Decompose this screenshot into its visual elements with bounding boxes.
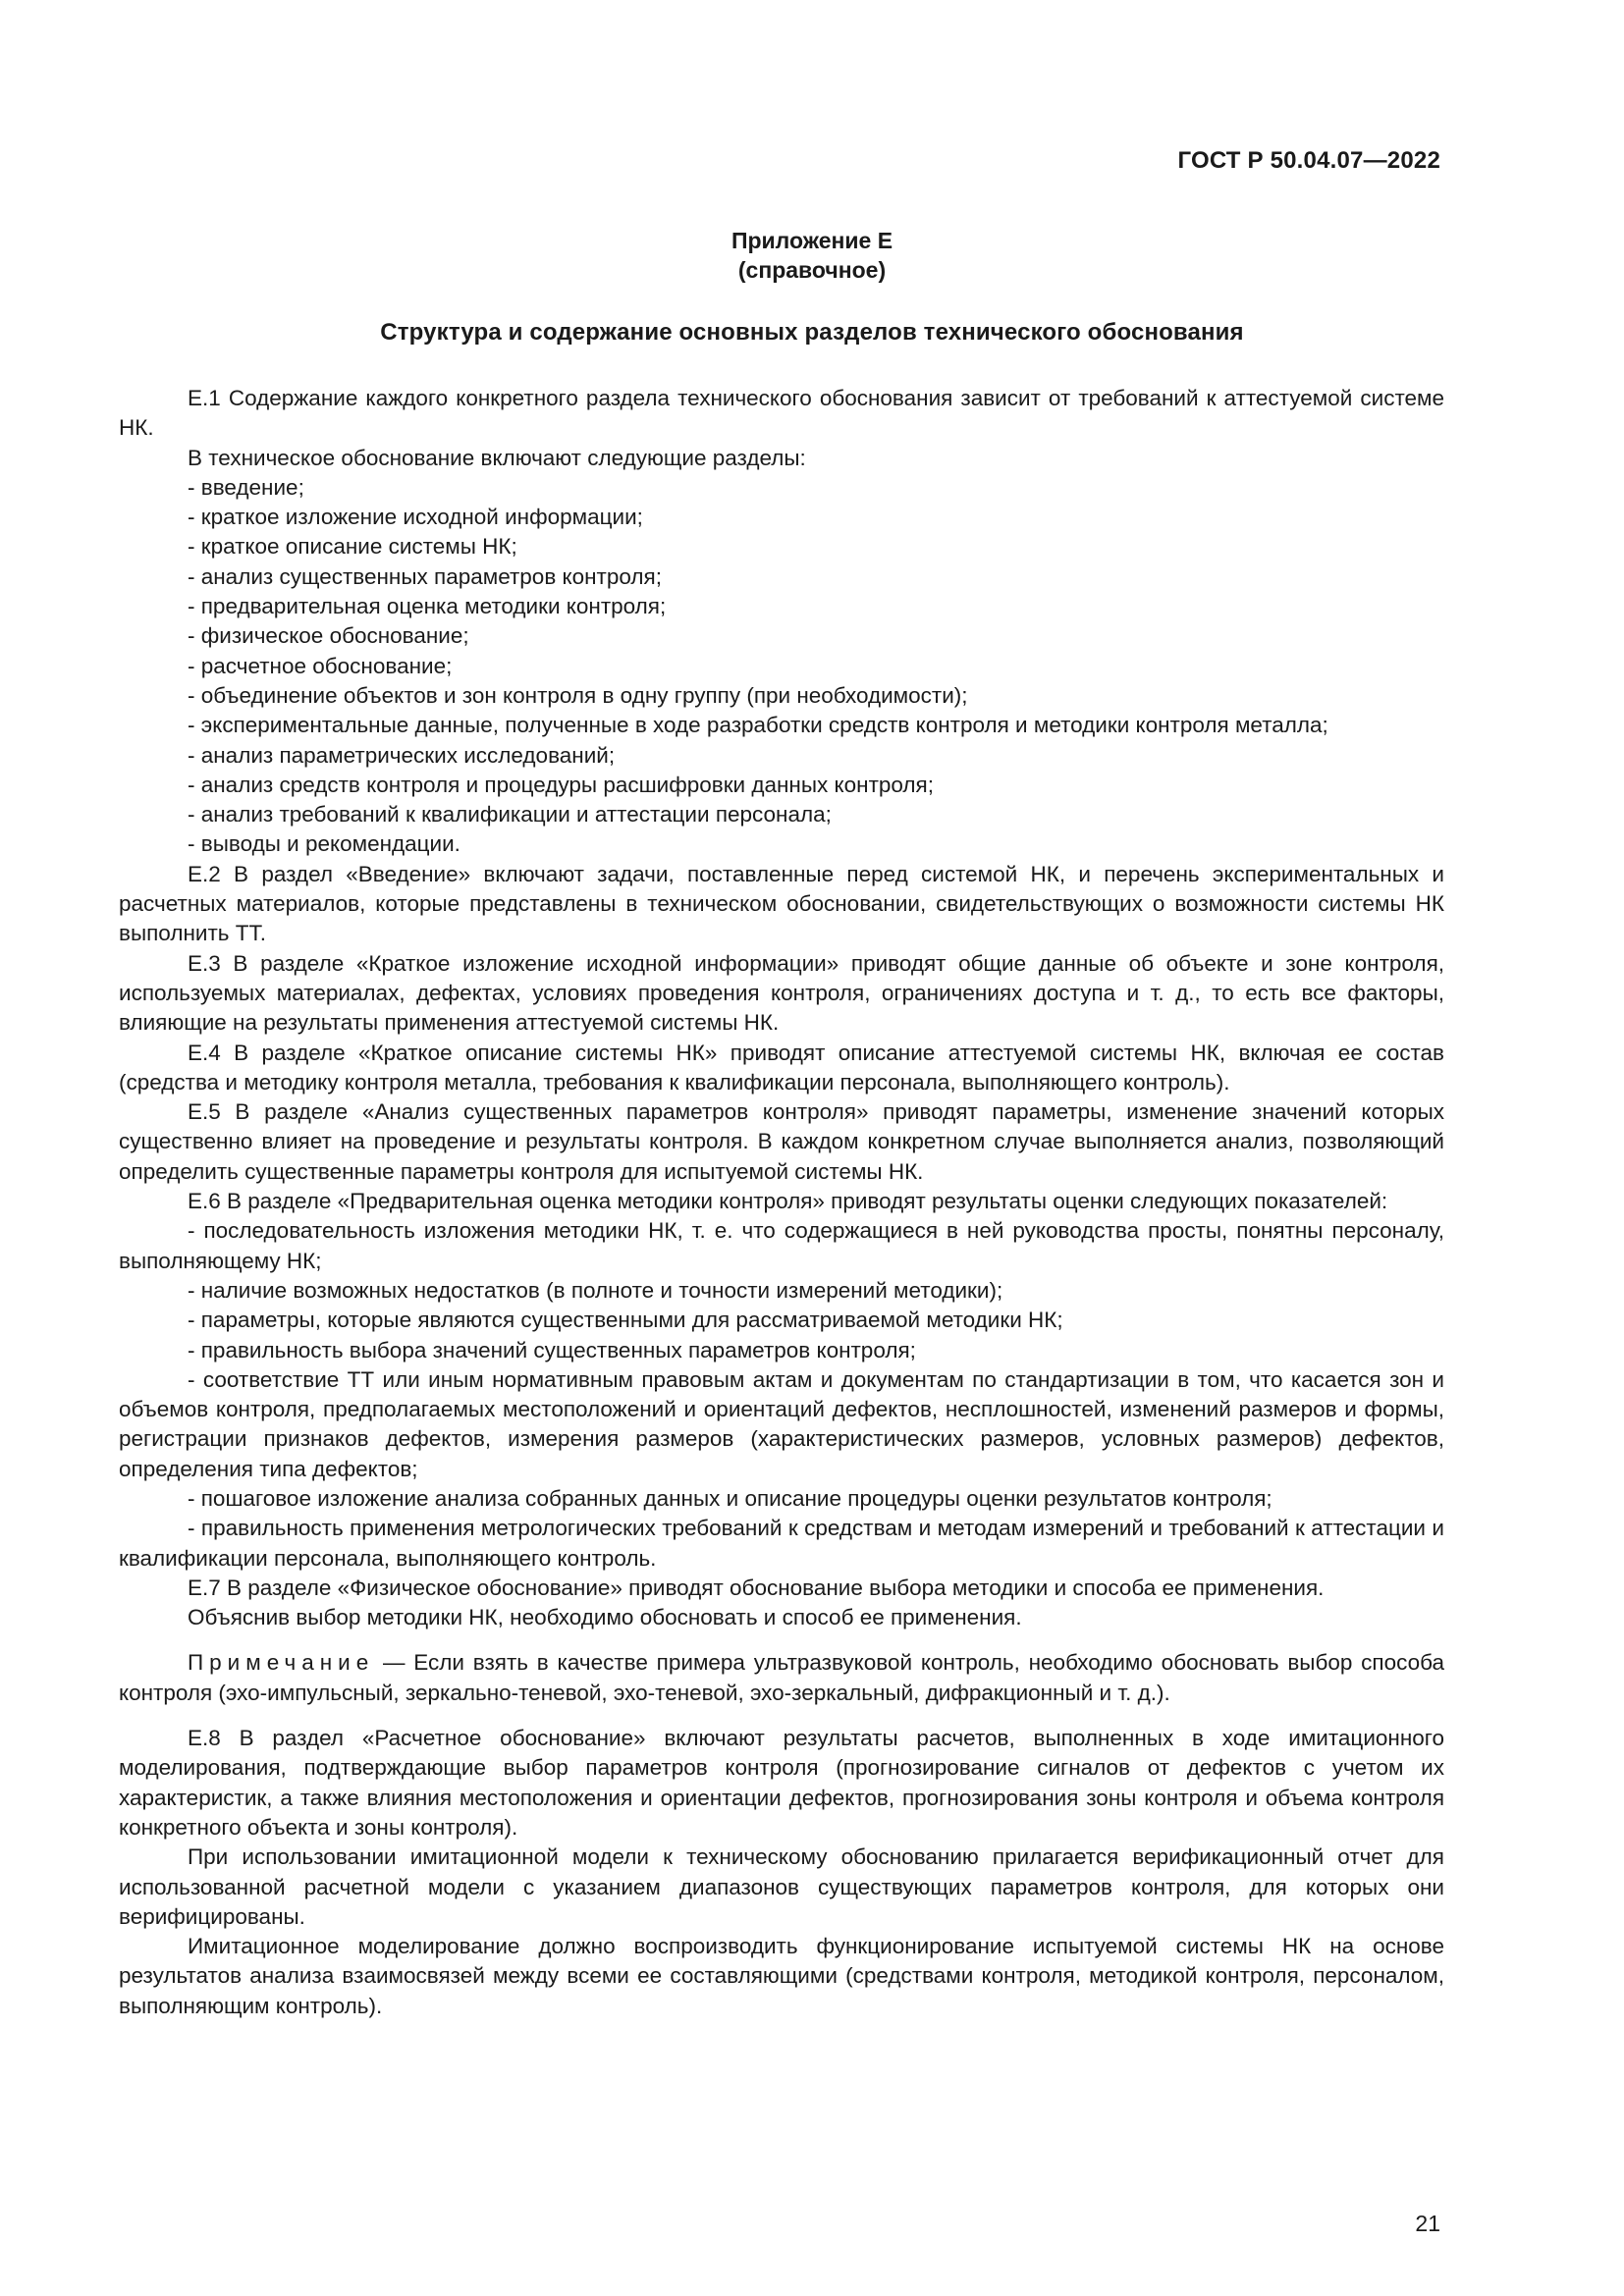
list-item: - анализ требований к квалификации и аттестации персонала;	[188, 802, 832, 828]
standard-designation: ГОСТ Р 50.04.07—2022	[1177, 147, 1440, 174]
paragraph-e6: Е.6 В разделе «Предварительная оценка методики контроля» приводят результаты оценки следующих показателей:	[188, 1189, 1388, 1214]
paragraph-sections-intro: В техническое обоснование включают следующие разделы:	[188, 445, 806, 470]
list-item: - краткое изложение исходной информации;	[188, 505, 643, 530]
note	[119, 1648, 1444, 1708]
list-item: - экспериментальные данные, полученные в ходе разработки средств контроля и методики контроля металла;	[188, 713, 1328, 738]
paragraph-e4: Е.4 В разделе «Краткое описание системы НК» приводят описание аттестуемой системы НК, включая ее состав (средства и методику контроля металла, требования к квалификации персонала, выполняющего контроль).	[119, 1040, 1444, 1095]
list-item: - соответствие ТТ или иным нормативным правовым актам и документам по стандартизации в том, что касается зон и объемов контроля, предполагаемых местоположений и ориентаций дефектов, несплошностей, изменений размеров и формы, регистрации признаков дефектов, измерения размеров (характеристических размеров, условных размеров) дефектов, определения типа дефектов;	[119, 1366, 1444, 1481]
note-text: — Если взять в качестве примера ультразвуковой контроль, необходимо обосновать выбор способа контроля (эхо-импульсный, зеркально-теневой, эхо-теневой, эхо-зеркальный, дифракционный и т. д.).	[119, 1650, 1444, 1705]
list-item: - параметры, которые являются существенными для рассматриваемой методики НК;	[188, 1308, 1063, 1333]
list-item: - введение;	[188, 474, 304, 500]
paragraph-e1: Е.1 Содержание каждого конкретного раздела технического обоснования зависит от требований к аттестуемой системе НК.	[119, 386, 1444, 441]
list-item: - анализ существенных параметров контроля;	[188, 563, 662, 589]
note-label: Примечание	[188, 1650, 375, 1676]
paragraph-e8-simulation: Имитационное моделирование должно воспроизводить функционирование испытуемой системы НК на основе результатов анализа взаимосвязей между всеми ее составляющими (средствами контроля, методикой контроля, персоналом, выполняющим контроль).	[119, 1934, 1444, 2018]
appendix-title-block	[0, 226, 1624, 285]
list-item: - пошаговое изложение анализа собранных данных и описание процедуры оценки результатов контроля;	[188, 1485, 1272, 1511]
appendix-title: Приложение Е	[731, 228, 893, 253]
list-item: - физическое обоснование;	[188, 623, 469, 649]
paragraph-e8: Е.8 В раздел «Расчетное обоснование» включают результаты расчетов, выполненных в ходе имитационного моделирования, подтверждающие выбор параметров контроля (прогнозирование сигналов от дефектов с учетом их характеристик, а также влияния местоположения и ориентации дефектов, прогнозирования зоны контроля и объема контроля конкретного объекта и зоны контроля).	[119, 1726, 1444, 1840]
list-item: - правильность выбора значений существенных параметров контроля;	[188, 1337, 916, 1362]
document-body	[119, 384, 1444, 2021]
list-item: - анализ параметрических исследований;	[188, 742, 616, 768]
paragraph-e7-method: Объяснив выбор методики НК, необходимо обосновать и способ ее применения.	[188, 1605, 1022, 1630]
page-number: 21	[1415, 2211, 1440, 2236]
list-item: - предварительная оценка методики контроля;	[188, 594, 667, 619]
list-item: - правильность применения метрологических требований к средствам и методам измерений и требований к аттестации и квалификации персонала, выполняющего контроль.	[119, 1516, 1444, 1571]
list-item: - краткое описание системы НК;	[188, 534, 517, 560]
list-item: - наличие возможных недостатков (в полноте и точности измерений методики);	[188, 1277, 1003, 1303]
appendix-subtitle: (справочное)	[737, 257, 887, 283]
section-heading: Структура и содержание основных разделов технического обоснования	[380, 319, 1244, 346]
list-item: - последовательность изложения методики НК, т. е. что содержащиеся в ней руководства просты, понятны персоналу, выполняющему НК;	[119, 1218, 1444, 1273]
spacer	[119, 1708, 1444, 1724]
spacer	[119, 1632, 1444, 1648]
paragraph-e5: Е.5 В разделе «Анализ существенных параметров контроля» приводят параметры, изменение значений которых существенно влияет на проведение и результаты контроля. В каждом конкретном случае выполняется анализ, позволяющий определить существенные параметры контроля для испытуемой системы НК.	[119, 1099, 1444, 1184]
paragraph-e2: Е.2 В раздел «Введение» включают задачи, поставленные перед системой НК, и перечень экспериментальных и расчетных материалов, которые представлены в техническом обосновании, свидетельствующих о возможности системы НК выполнить ТТ.	[119, 861, 1444, 946]
paragraph-e8-verification: При использовании имитационной модели к техническому обоснованию прилагается верификационный отчет для использованной расчетной модели с указанием диапазонов существующих параметров контроля, для которых они верифицированы.	[119, 1844, 1444, 1929]
paragraph-e3: Е.3 В разделе «Краткое изложение исходной информации» приводят общие данные об объекте и зоне контроля, используемых материалах, дефектах, условиях проведения контроля, ограничениях доступа и т. д., то есть все факторы, влияющие на результаты применения аттестуемой системы НК.	[119, 950, 1444, 1036]
list-item: - анализ средств контроля и процедуры расшифровки данных контроля;	[188, 772, 934, 797]
list-item: - расчетное обоснование;	[188, 653, 453, 678]
list-item: - объединение объектов и зон контроля в одну группу (при необходимости);	[188, 682, 968, 708]
paragraph-e7: Е.7 В разделе «Физическое обоснование» приводят обоснование выбора методики и способа ее применения.	[188, 1575, 1325, 1600]
list-item: - выводы и рекомендации.	[188, 831, 460, 857]
